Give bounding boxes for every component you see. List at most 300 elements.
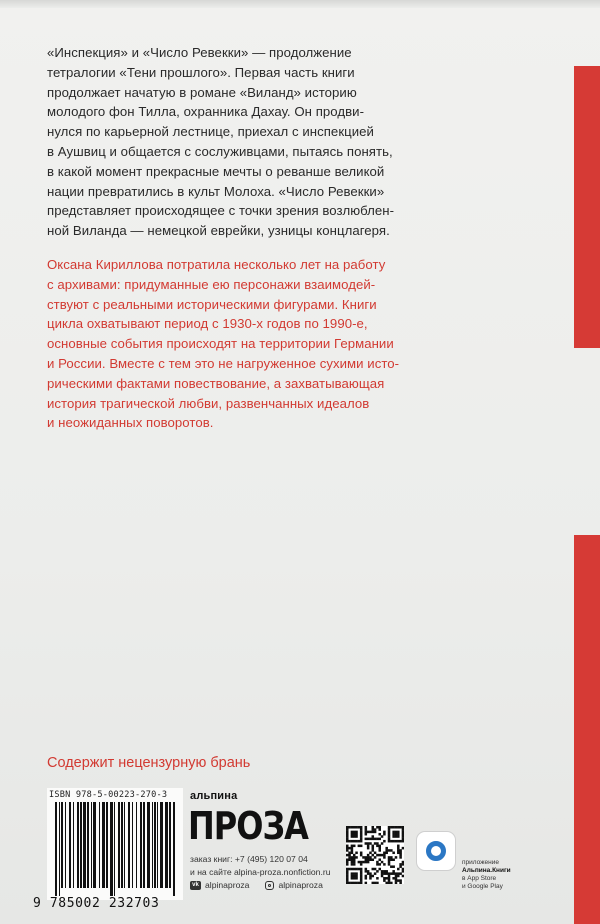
qr-module — [399, 879, 402, 882]
qr-module — [399, 840, 402, 843]
qr-module — [346, 870, 349, 873]
qr-module — [399, 826, 402, 829]
qr-module — [399, 854, 402, 857]
qr-module — [388, 828, 391, 831]
qr-module — [360, 840, 363, 843]
qr-module — [388, 858, 391, 861]
qr-module — [346, 868, 349, 871]
qr-module — [372, 826, 375, 829]
order-site: и на сайте alpina-proza.nonfiction.ru — [190, 867, 331, 877]
barcode-bar — [121, 802, 123, 888]
qr-module — [346, 877, 349, 880]
qr-module — [395, 875, 398, 878]
qr-module — [372, 831, 375, 834]
qr-module — [346, 831, 349, 834]
qr-module — [381, 854, 384, 857]
qr-module — [397, 840, 400, 843]
description-line: нулся по карьерной лестнице, приехал с инспекцией — [47, 124, 374, 140]
qr-module — [353, 854, 356, 857]
author-line: и неожиданных поворотов. — [47, 415, 214, 431]
qr-module — [360, 879, 363, 882]
qr-module — [402, 831, 404, 834]
qr-module — [388, 882, 391, 884]
qr-module — [355, 831, 358, 834]
qr-module — [376, 826, 379, 829]
app-promo-text — [462, 859, 511, 891]
description-line: в Аушвиц и общается с сослуживцами, пытаясь понять, — [47, 143, 393, 159]
qr-module — [351, 861, 354, 864]
qr-module — [355, 826, 358, 829]
description-line: в какой момент прекрасные мечты о реванше великой — [47, 163, 385, 179]
qr-module — [378, 849, 381, 852]
qr-module — [388, 872, 391, 875]
barcode — [47, 788, 183, 900]
qr-module — [346, 875, 349, 878]
qr-module — [376, 870, 379, 873]
qr-module — [358, 840, 361, 843]
qr-module — [390, 826, 393, 829]
qr-module — [378, 858, 381, 861]
qr-module — [397, 826, 400, 829]
qr-module — [358, 882, 361, 884]
qr-module — [351, 852, 354, 855]
qr-module — [355, 835, 358, 838]
qr-module — [388, 849, 391, 852]
qr-module — [383, 877, 386, 880]
qr-module — [355, 882, 358, 884]
qr-module — [346, 835, 349, 838]
app-promo-line2: Альпина.Книги — [462, 867, 511, 874]
qr-module — [374, 852, 377, 855]
qr-module — [378, 868, 381, 871]
cover-top-edge — [0, 0, 600, 8]
qr-module — [346, 882, 349, 884]
qr-module — [358, 826, 361, 829]
qr-module — [388, 863, 391, 866]
qr-module — [353, 856, 356, 859]
qr-module — [367, 872, 370, 875]
qr-module — [360, 826, 363, 829]
qr-module — [385, 872, 388, 875]
qr-module — [395, 840, 398, 843]
qr-module — [390, 872, 393, 875]
barcode-bar — [157, 802, 158, 888]
qr-module — [362, 856, 365, 859]
qr-module — [402, 828, 404, 831]
qr-module — [365, 842, 368, 845]
app-promo-line4: и Google Play — [462, 883, 503, 890]
barcode-bar — [73, 802, 74, 888]
author-line: цикла охватывают период с 1930-х годов по 1990-е, — [47, 316, 368, 332]
qr-module — [348, 847, 351, 850]
order-contacts — [190, 853, 330, 879]
qr-module — [369, 852, 372, 855]
qr-module — [351, 849, 354, 852]
qr-module — [346, 849, 349, 852]
qr-module — [397, 847, 400, 850]
qr-module — [390, 840, 393, 843]
qr-module — [374, 842, 377, 845]
barcode-bar — [124, 802, 125, 888]
qr-module — [392, 835, 395, 838]
qr-module — [372, 828, 375, 831]
barcode-bar — [99, 802, 100, 888]
qr-module — [346, 879, 349, 882]
barcode-bar — [128, 802, 130, 888]
qr-module — [395, 879, 398, 882]
description-line: «Инспекция» и «Число Ревекки» — продолжение — [47, 45, 352, 60]
author-line: с архивами: придуманные ею персонажи взаимодей- — [47, 276, 376, 292]
description-line: представляет происходящее с точки зрения возлюблен- — [47, 203, 395, 219]
qr-module — [395, 877, 398, 880]
qr-module — [353, 826, 356, 829]
qr-module — [365, 875, 368, 878]
qr-module — [376, 842, 379, 845]
qr-module — [372, 847, 375, 850]
qr-module — [367, 861, 370, 864]
barcode-bar — [169, 802, 171, 888]
qr-module — [367, 870, 370, 873]
qr-module — [362, 861, 365, 864]
qr-module — [376, 877, 379, 880]
qr-module — [402, 861, 404, 864]
description-paragraph — [47, 43, 417, 241]
barcode-bar — [114, 802, 115, 896]
qr-module — [353, 840, 356, 843]
qr-module — [378, 828, 381, 831]
qr-module — [346, 838, 349, 841]
qr-module — [351, 826, 354, 829]
barcode-bar — [140, 802, 142, 888]
barcode-bar — [83, 802, 86, 888]
qr-module — [365, 861, 368, 864]
qr-module — [353, 868, 356, 871]
qr-module — [360, 835, 363, 838]
ean-digits: 9 785002 232703 — [33, 896, 160, 911]
description-line: ной Виланда — немецкой еврейки, узницы концлагеря. — [47, 223, 390, 239]
qr-module — [351, 833, 354, 836]
qr-module — [355, 877, 358, 880]
qr-module — [367, 856, 370, 859]
qr-module — [367, 847, 370, 850]
qr-module — [372, 835, 375, 838]
qr-module — [402, 835, 404, 838]
qr-module — [383, 852, 386, 855]
qr-module — [390, 856, 393, 859]
qr-module — [367, 842, 370, 845]
qr-module — [346, 863, 349, 866]
description-line: молодого фон Тилла, охранника Дахау. Он продви- — [47, 104, 365, 120]
barcode-bar — [87, 802, 89, 888]
qr-module — [351, 835, 354, 838]
qr-module — [346, 854, 349, 857]
instagram-icon — [265, 881, 274, 890]
qr-module — [374, 872, 377, 875]
qr-module — [365, 838, 368, 841]
barcode-bar — [152, 802, 153, 888]
qr-module — [346, 833, 349, 836]
qr-module — [381, 875, 384, 878]
barcode-bar — [61, 802, 63, 888]
qr-module — [381, 842, 384, 845]
qr-module — [351, 858, 354, 861]
qr-module — [397, 845, 400, 848]
qr-module — [390, 882, 393, 884]
qr-module — [367, 838, 370, 841]
qr-module — [369, 842, 372, 845]
barcode-bar — [93, 802, 96, 888]
qr-module — [351, 877, 354, 880]
qr-module — [392, 833, 395, 836]
qr-module — [399, 856, 402, 859]
qr-module — [376, 838, 379, 841]
author-paragraph — [47, 255, 417, 433]
qr-module — [358, 845, 361, 848]
qr-module — [365, 868, 368, 871]
barcode-bar — [147, 802, 150, 888]
qr-module — [388, 840, 391, 843]
qr-module — [346, 826, 349, 829]
qr-module — [392, 865, 395, 868]
barcode-bar — [80, 802, 82, 888]
qr-module — [402, 868, 404, 871]
qr-module — [346, 861, 349, 864]
qr-module — [395, 833, 398, 836]
qr-module — [388, 856, 391, 859]
qr-module — [353, 863, 356, 866]
qr-module — [383, 854, 386, 857]
barcode-bar — [143, 802, 145, 888]
author-line: и России. Вместе с тем это не нагруженное сухими исто- — [47, 355, 400, 371]
qr-module — [383, 863, 386, 866]
qr-module — [388, 838, 391, 841]
qr-module — [348, 868, 351, 871]
barcode-bar — [102, 802, 105, 888]
qr-module — [383, 879, 386, 882]
qr-module — [388, 835, 391, 838]
qr-module — [346, 845, 349, 848]
qr-module — [376, 863, 379, 866]
content-warning: Содержит нецензурную брань — [47, 755, 251, 771]
qr-module — [365, 858, 368, 861]
qr-module — [385, 870, 388, 873]
vk-handle: alpinaproza — [205, 880, 250, 890]
qr-module — [360, 882, 363, 884]
author-line: рическими фактами повествование, а захватывающая — [47, 375, 385, 391]
qr-module — [381, 872, 384, 875]
qr-module — [388, 826, 391, 829]
qr-module — [353, 882, 356, 884]
qr-module — [388, 875, 391, 878]
qr-module — [348, 882, 351, 884]
qr-module — [395, 826, 398, 829]
qr-module — [346, 858, 349, 861]
qr-module — [395, 882, 398, 884]
qr-module — [395, 835, 398, 838]
qr-module — [360, 852, 363, 855]
qr-module — [388, 833, 391, 836]
qr-module — [355, 875, 358, 878]
qr-module — [402, 826, 404, 829]
barcode-bar — [55, 802, 57, 896]
barcode-bar — [77, 802, 79, 888]
qr-module — [378, 838, 381, 841]
qr-module — [372, 845, 375, 848]
qr-module — [397, 835, 400, 838]
qr-module — [392, 872, 395, 875]
qr-module — [351, 872, 354, 875]
qr-module — [372, 849, 375, 852]
qr-module — [381, 861, 384, 864]
qr-module — [346, 847, 349, 850]
qr-module — [353, 845, 356, 848]
qr-module — [397, 831, 400, 834]
qr-module — [355, 872, 358, 875]
qr-module — [355, 833, 358, 836]
barcode-bar — [154, 802, 156, 888]
qr-module — [360, 863, 363, 866]
qr-module — [388, 879, 391, 882]
qr-module — [365, 831, 368, 834]
qr-module — [353, 833, 356, 836]
qr-module — [348, 856, 351, 859]
qr-module — [385, 849, 388, 852]
qr-module — [374, 882, 377, 884]
qr-module — [395, 831, 398, 834]
qr-module — [358, 868, 361, 871]
qr-module — [365, 856, 368, 859]
qr-module — [351, 882, 354, 884]
qr-module — [392, 831, 395, 834]
qr-module — [372, 854, 375, 857]
qr-module — [360, 870, 363, 873]
qr-module — [369, 856, 372, 859]
isbn-label: ISBN 978-5-00223-270-3 — [49, 790, 168, 800]
qr-module — [360, 833, 363, 836]
qr-module — [392, 870, 395, 873]
qr-module — [348, 826, 351, 829]
qr-module — [385, 882, 388, 884]
qr-module — [360, 845, 363, 848]
qr-module — [372, 858, 375, 861]
qr-module — [378, 863, 381, 866]
qr-module — [397, 868, 400, 871]
qr-module — [351, 856, 354, 859]
qr-module — [353, 875, 356, 878]
qr-code-graphic — [346, 826, 404, 884]
qr-module — [395, 856, 398, 859]
qr-module — [351, 847, 354, 850]
qr-module — [378, 833, 381, 836]
qr-module — [351, 840, 354, 843]
qr-module — [383, 856, 386, 859]
qr-module — [388, 877, 391, 880]
qr-module — [353, 858, 356, 861]
qr-module — [392, 852, 395, 855]
qr-module — [360, 877, 363, 880]
qr-module — [360, 831, 363, 834]
qr-module — [395, 872, 398, 875]
qr-module — [367, 845, 370, 848]
qr-module — [399, 882, 402, 884]
qr-module — [378, 826, 381, 829]
qr-module — [365, 826, 368, 829]
qr-module — [399, 863, 402, 866]
qr-module — [402, 833, 404, 836]
qr-module — [367, 854, 370, 857]
qr-module — [392, 858, 395, 861]
description-line: продолжает начатую в романе «Виланд» историю — [47, 84, 357, 100]
qr-module — [348, 840, 351, 843]
barcode-bar — [118, 802, 120, 888]
qr-module — [374, 828, 377, 831]
qr-module — [381, 835, 384, 838]
qr-module — [365, 828, 368, 831]
qr-module — [351, 845, 354, 848]
qr-module — [353, 835, 356, 838]
qr-module — [376, 882, 379, 884]
qr-module — [399, 872, 402, 875]
qr-module — [360, 875, 363, 878]
qr-module — [376, 861, 379, 864]
qr-module — [346, 872, 349, 875]
qr-module — [374, 831, 377, 834]
qr-module — [399, 852, 402, 855]
qr-module — [360, 868, 363, 871]
publisher-logo-small: альпина — [190, 790, 238, 802]
qr-module — [360, 838, 363, 841]
qr-module — [367, 831, 370, 834]
author-line: основные события происходят на территории Германии — [47, 336, 394, 352]
qr-module — [402, 847, 404, 850]
qr-module — [353, 831, 356, 834]
red-accent-bar-bottom — [574, 535, 600, 924]
barcode-bar — [106, 802, 108, 888]
author-line: история трагической любви, развенчанных идеалов — [47, 395, 370, 411]
qr-module — [385, 847, 388, 850]
barcode-bar — [110, 802, 113, 896]
qr-module — [372, 875, 375, 878]
description-line: тетралогии «Тени прошлого». Первая часть книги — [47, 64, 355, 80]
app-promo-line3: в App Store — [462, 875, 497, 882]
qr-module — [360, 861, 363, 864]
barcode-bar — [132, 802, 133, 888]
qr-module — [348, 852, 351, 855]
qr-module — [369, 875, 372, 878]
qr-module — [388, 831, 391, 834]
qr-module — [348, 854, 351, 857]
qr-module — [346, 828, 349, 831]
qr-module — [374, 856, 377, 859]
qr-module — [372, 868, 375, 871]
qr-module — [378, 847, 381, 850]
instagram-handle: alpinaproza — [278, 880, 323, 890]
qr-module — [369, 858, 372, 861]
barcode-bar — [160, 802, 163, 888]
qr-module — [402, 838, 404, 841]
qr-module — [365, 870, 368, 873]
qr-module — [392, 877, 395, 880]
qr-module — [369, 831, 372, 834]
qr-module — [399, 849, 402, 852]
barcode-bar — [173, 802, 175, 896]
qr-module — [383, 833, 386, 836]
qr-module — [353, 861, 356, 864]
barcode-bar — [59, 802, 60, 896]
author-line: ствуют с реальными историческими фигурами. Книги — [47, 296, 377, 312]
qr-module — [360, 828, 363, 831]
qr-module — [381, 870, 384, 873]
